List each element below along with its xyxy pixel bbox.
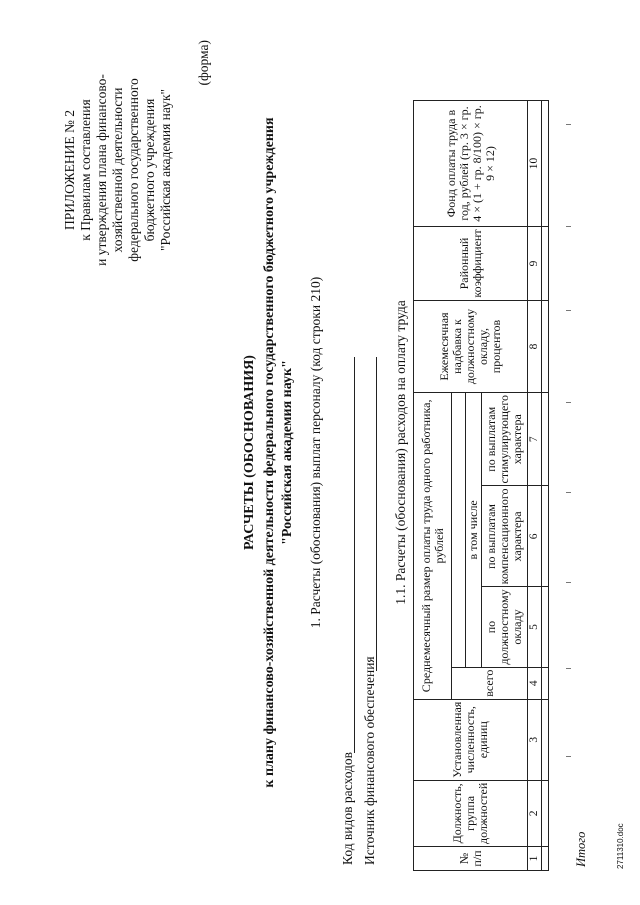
appendix-line: хозяйственной деятельности bbox=[110, 87, 125, 253]
header-total: всего bbox=[452, 667, 528, 699]
document-subtitle-org: "Российская академия наук" bbox=[280, 360, 295, 545]
header-regional: Районный коэффициент bbox=[414, 227, 528, 301]
table-cell[interactable] bbox=[542, 699, 549, 780]
appendix-block bbox=[62, 40, 174, 300]
column-number: 9 bbox=[528, 227, 542, 301]
header-num: № п/п bbox=[414, 847, 528, 871]
document-id: 2711310.doc bbox=[616, 823, 625, 869]
column-dot bbox=[566, 492, 571, 493]
table-cell[interactable] bbox=[542, 780, 549, 846]
column-number: 5 bbox=[528, 587, 542, 667]
funding-source-label: Источник финансового обеспечения bbox=[362, 656, 377, 865]
expense-code-label: Код видов расходов bbox=[340, 751, 355, 865]
header-fund: Фонд оплаты труда в год, рублей (гр. 3 × гр. 4 × (1 + гр. 8/100) × гр. 9 × 12) bbox=[414, 101, 528, 227]
table-cell[interactable] bbox=[542, 587, 549, 667]
header-avg-salary: Среднемесячный размер оплаты труда одного работника, рублей bbox=[414, 393, 452, 700]
header-spacer bbox=[452, 393, 466, 668]
table-cell[interactable] bbox=[542, 393, 549, 486]
table-cell[interactable] bbox=[542, 486, 549, 587]
column-dot bbox=[566, 668, 571, 669]
expense-code-field[interactable] bbox=[354, 357, 355, 753]
appendix-line: "Российская академия наук" bbox=[158, 88, 173, 252]
header-position: Должность, группа должностей bbox=[414, 780, 528, 846]
column-number: 3 bbox=[528, 699, 542, 780]
appendix-line: и утверждения плана финансово- bbox=[94, 74, 109, 266]
table-cell[interactable] bbox=[542, 667, 549, 699]
table-cell[interactable] bbox=[542, 227, 549, 301]
document-subtitle: к плану финансово-хозяйственной деятельности федерального государственного бюджетного учреждения bbox=[262, 117, 277, 788]
column-number: 8 bbox=[528, 301, 542, 393]
column-number-row bbox=[528, 101, 542, 871]
appendix-line: федерального государственного bbox=[126, 78, 141, 262]
table-row bbox=[542, 101, 549, 871]
header-by-stim: по выплатам стимулирующего характера bbox=[482, 393, 528, 486]
salary-table bbox=[413, 100, 549, 871]
document-title: РАСЧЕТЫ (ОБОСНОВАНИЯ) bbox=[242, 355, 257, 550]
column-number: 6 bbox=[528, 486, 542, 587]
column-dot bbox=[566, 226, 571, 227]
column-number: 2 bbox=[528, 780, 542, 846]
funding-source-field[interactable] bbox=[376, 357, 377, 671]
column-dot bbox=[566, 124, 571, 125]
column-dot bbox=[566, 402, 571, 403]
section-heading: 1. Расчеты (обоснования) выплат персоналу (код строки 210) bbox=[308, 276, 323, 629]
column-number: 4 bbox=[528, 667, 542, 699]
appendix-line: к Правилам составления bbox=[78, 99, 93, 241]
header-by-comp: по выплатам компенсационного характера bbox=[482, 486, 528, 587]
total-label: Итого bbox=[574, 831, 588, 867]
column-dot bbox=[566, 582, 571, 583]
table-cell[interactable] bbox=[542, 101, 549, 227]
appendix-line: ПРИЛОЖЕНИЕ № 2 bbox=[62, 109, 77, 231]
column-number: 1 bbox=[528, 847, 542, 871]
table-cell[interactable] bbox=[542, 847, 549, 871]
header-by-salary: по должностному окладу bbox=[482, 587, 528, 667]
form-note: (форма) bbox=[196, 40, 211, 86]
column-number: 7 bbox=[528, 393, 542, 486]
header-staff: Установленная численность, единиц bbox=[414, 699, 528, 780]
header-including: в том числе bbox=[466, 393, 482, 668]
column-dot bbox=[566, 310, 571, 311]
appendix-line: бюджетного учреждения bbox=[142, 98, 157, 242]
column-dot bbox=[566, 756, 571, 757]
header-monthly-bonus: Ежемесячная надбавка к должностному окладу, процентов bbox=[414, 301, 528, 393]
column-number: 10 bbox=[528, 101, 542, 227]
subsection-heading: 1.1. Расчеты (обоснования) расходов на оплату труда bbox=[393, 300, 408, 605]
table-cell[interactable] bbox=[542, 301, 549, 393]
